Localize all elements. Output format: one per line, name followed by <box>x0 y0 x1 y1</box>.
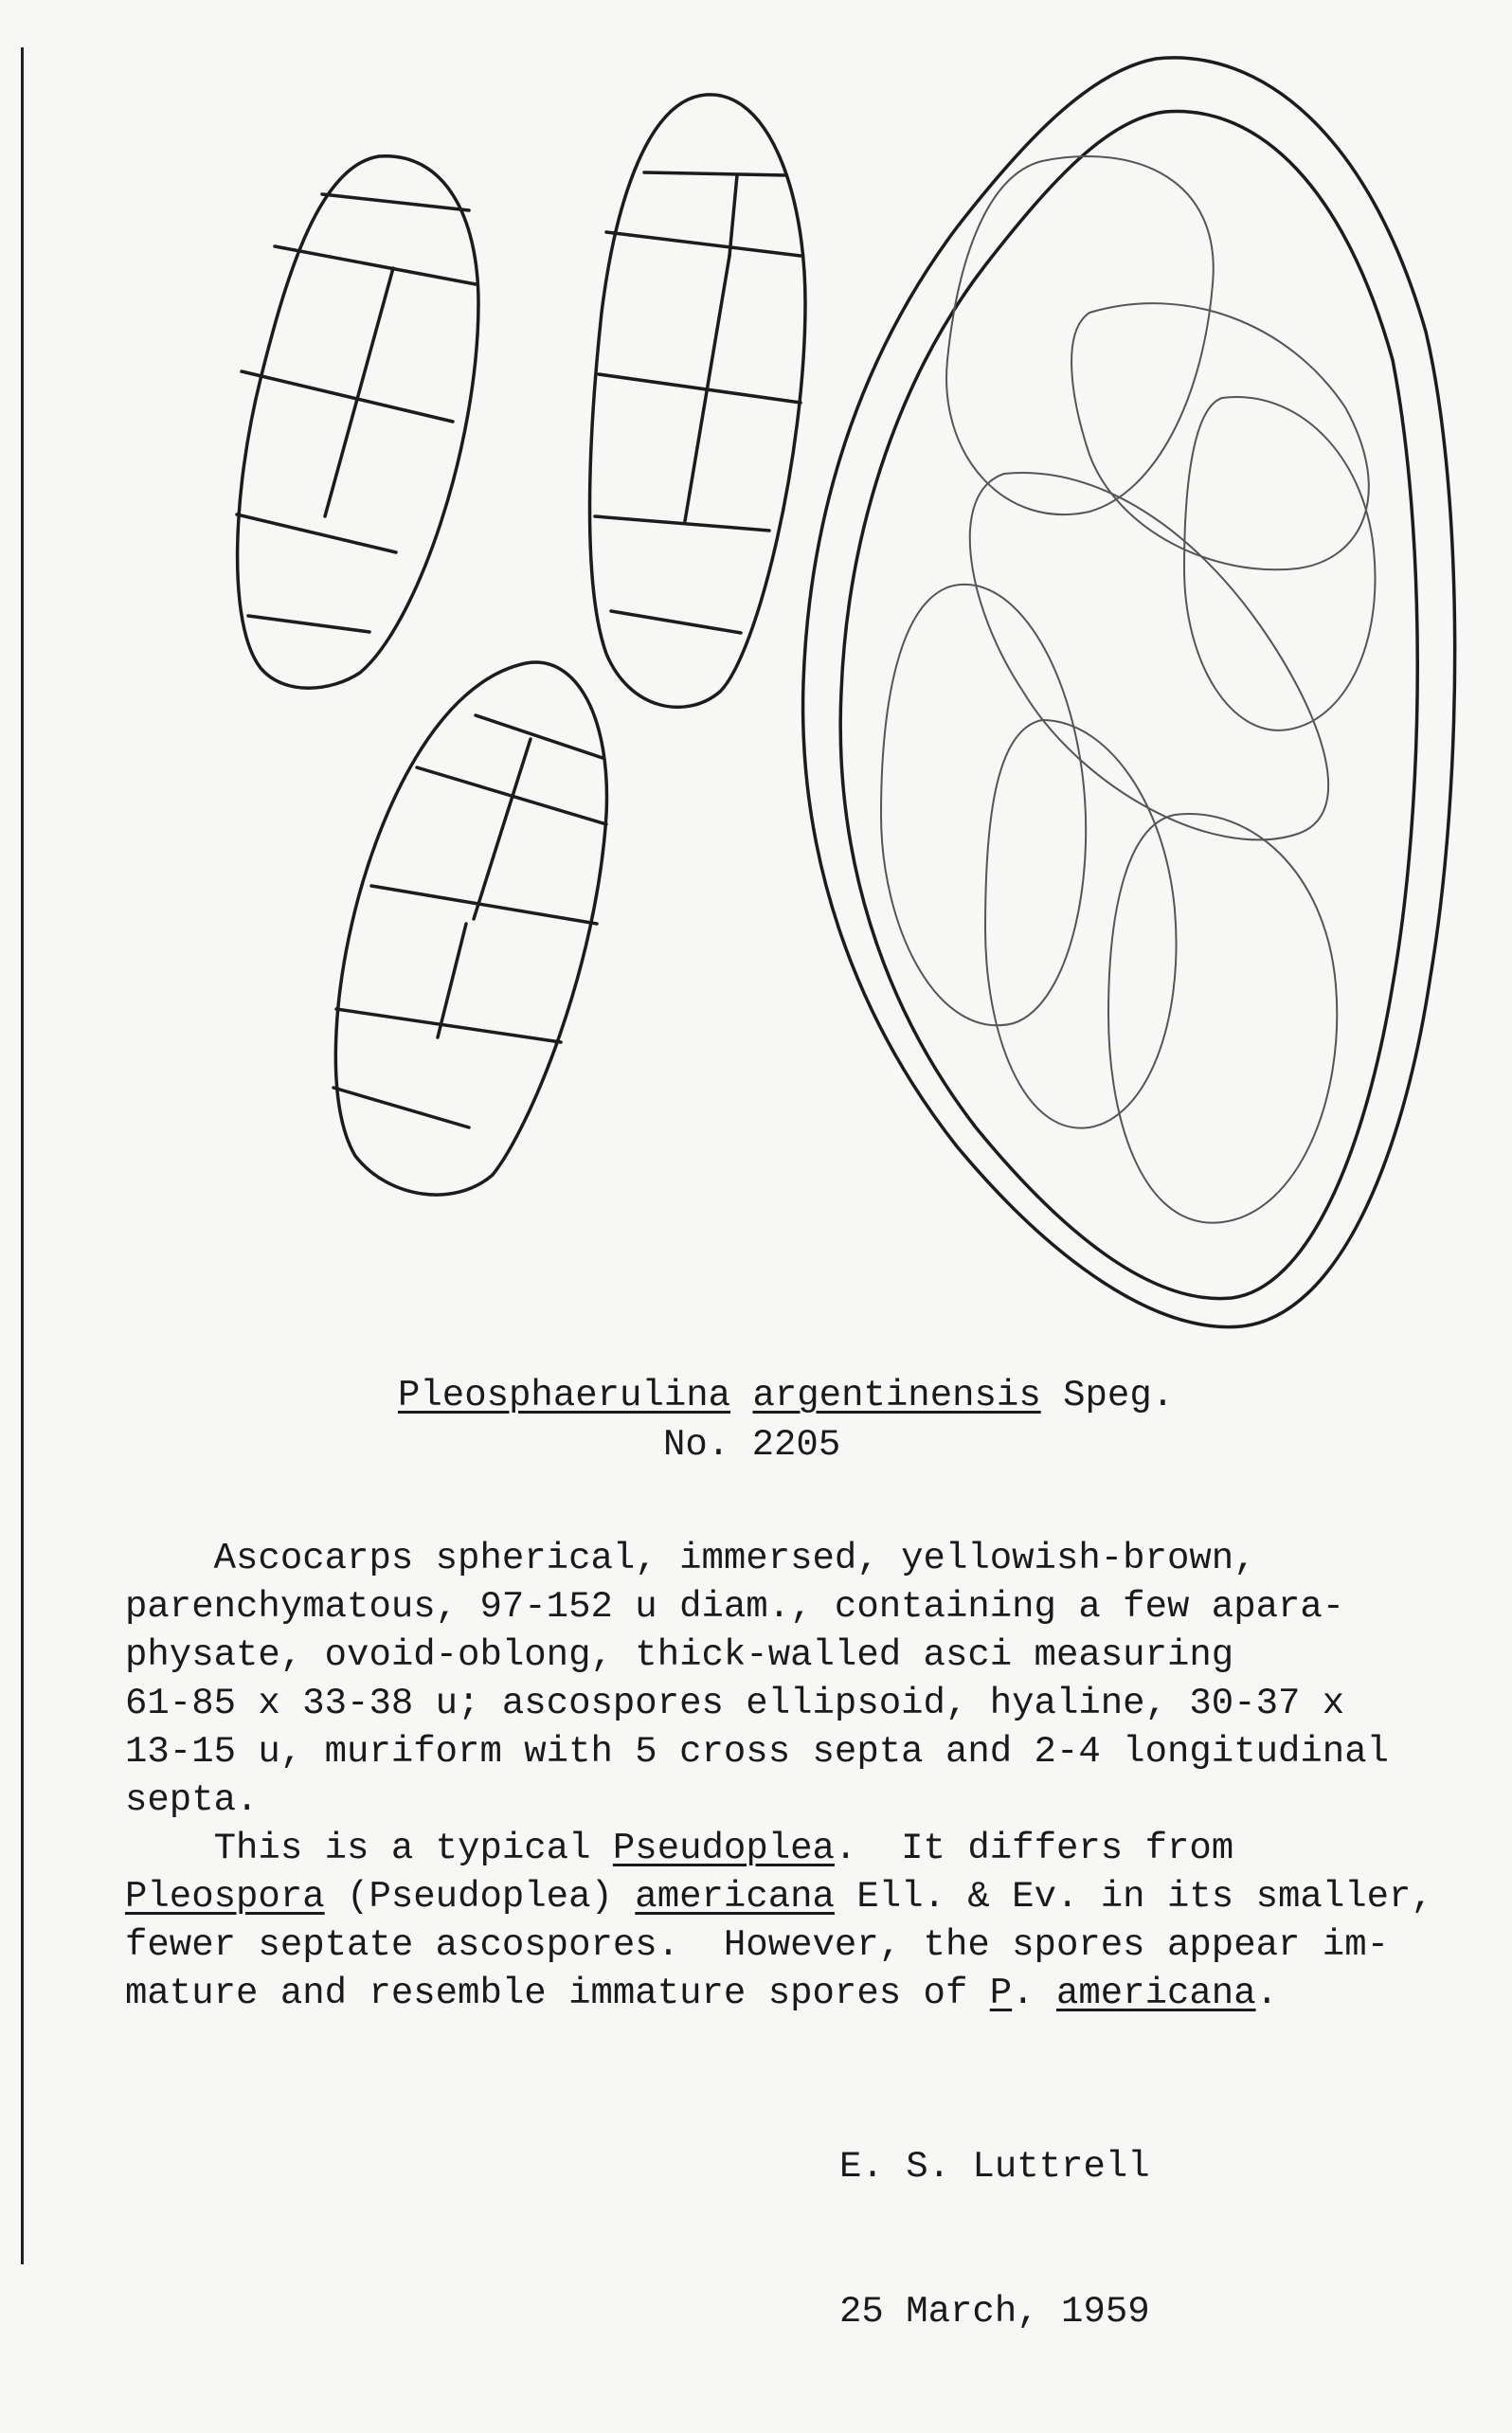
comment-line <box>125 1970 1499 2018</box>
comment-line <box>125 1873 1499 1921</box>
description-line: 61-85 x 33-38 u; ascospores ellipsoid, hyaline, 30-37 x <box>125 1683 1345 1724</box>
species-underlined: americana <box>635 1876 835 1918</box>
inner-spores-drawing <box>881 156 1376 1223</box>
signature-block <box>839 2046 1150 2433</box>
genus-abbrev-underlined: P <box>989 1973 1013 2014</box>
comment-paragraph <box>125 1825 1499 2018</box>
species-title <box>398 1372 1174 1420</box>
author-name: E. S. Luttrell <box>839 2146 1150 2188</box>
description-line: parenchymatous, 97-152 u diam., containing a few apara- <box>125 1586 1345 1628</box>
description-line: 13-15 u, muriform with 5 cross septa and 2-4 longitudinal <box>125 1731 1390 1773</box>
comment-text: This is a typical <box>125 1828 613 1869</box>
description-line: physate, ovoid-oblong, thick-walled asci measuring <box>125 1634 1234 1676</box>
authority: Speg. <box>1063 1375 1175 1416</box>
comment-text: . <box>1012 1973 1056 2014</box>
ascospore-drawing <box>237 156 478 689</box>
description-line: septa. <box>125 1779 259 1821</box>
ascospore-drawing <box>590 95 806 708</box>
comment-line: fewer septate ascospores. However, the spores appear im- <box>125 1924 1390 1966</box>
species-name: argentinensis <box>752 1375 1041 1416</box>
comment-text: Ell. & Ev. in its smaller, <box>834 1876 1433 1918</box>
comment-text: mature and resemble immature spores of <box>125 1973 990 2014</box>
comment-text: (Pseudoplea) <box>324 1876 636 1918</box>
genus-name: Pleosphaerulina <box>398 1375 731 1416</box>
signature-date: 25 March, 1959 <box>839 2291 1150 2333</box>
comment-text: . <box>1255 1973 1279 2014</box>
comment-line <box>125 1825 1499 1873</box>
ascospore-drawing <box>333 662 606 1195</box>
species-underlined: americana <box>1055 1973 1256 2014</box>
ascus-drawing <box>803 58 1455 1327</box>
genus-underlined: Pleospora <box>125 1876 325 1918</box>
description-paragraph <box>125 1535 1499 1825</box>
genus-underlined: Pseudoplea <box>612 1828 835 1869</box>
comment-text: . It differs from <box>834 1828 1234 1869</box>
description-line: Ascocarps spherical, immersed, yellowish-brown, <box>125 1538 1256 1579</box>
specimen-number: No. 2205 <box>663 1424 841 1466</box>
